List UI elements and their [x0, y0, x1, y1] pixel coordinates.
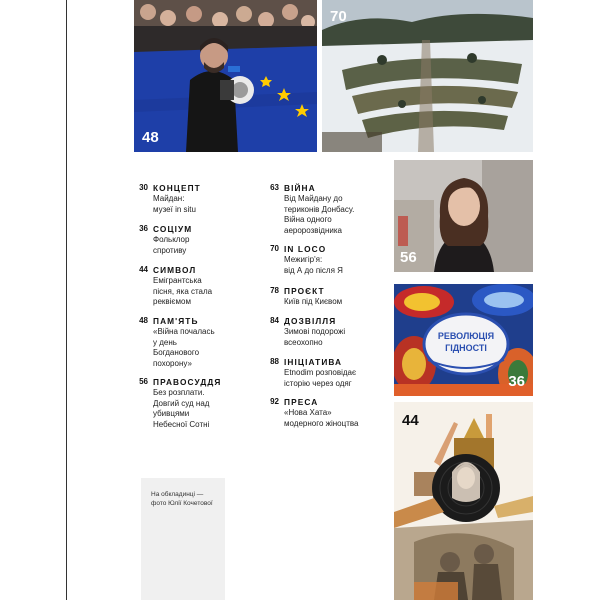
toc-section-title: ПРЕСА: [284, 397, 319, 407]
photo-page-number: 56: [400, 249, 417, 266]
toc-section-title: СИМВОЛ: [153, 265, 197, 275]
toc-section-title: ПАМ'ЯТЬ: [153, 316, 199, 326]
toc-section-title: ПРОЄКТ: [284, 286, 325, 296]
photo-painted-eggs: [394, 284, 533, 396]
toc-entry[interactable]: [134, 316, 252, 369]
collage-illustration: [394, 402, 533, 600]
toc-entry[interactable]: [265, 244, 383, 276]
toc-entry[interactable]: [265, 357, 383, 389]
toc-page-number: 92: [270, 397, 279, 406]
page-fold-line: [66, 0, 67, 600]
toc-page-number: 84: [270, 316, 279, 325]
toc-page-number: 30: [139, 183, 148, 192]
toc-description: «Війна почалась у день Богданового похорону»: [153, 327, 215, 368]
toc-entry[interactable]: [265, 397, 383, 429]
toc-entry[interactable]: [134, 377, 252, 430]
toc-entry[interactable]: [134, 265, 252, 308]
photo-protest-eu-flag: [134, 0, 317, 152]
toc-page-number: 78: [270, 286, 279, 295]
toc-section-title: ІНІЦІАТИВА: [284, 357, 343, 367]
toc-page-number: 48: [139, 316, 148, 325]
photo-collage-vinyl: [394, 402, 533, 600]
toc-description: Зимові подорожі всеохопно: [284, 327, 346, 347]
egg-text-line-2: ГІДНОСТІ: [445, 343, 487, 353]
toc-section-title: IN LOCO: [284, 244, 327, 254]
toc-section-title: ДОЗВІЛЛЯ: [284, 316, 337, 326]
photo-portrait-woman: [394, 160, 533, 272]
toc-entry[interactable]: [134, 224, 252, 256]
toc-section-title: ВІЙНА: [284, 183, 316, 193]
toc-description: «Нова Хата» модерного жіноцтва: [284, 408, 359, 428]
egg-text-line-1: РЕВОЛЮЦІЯ: [437, 331, 495, 341]
cover-credit-box: [141, 478, 225, 600]
toc-entry[interactable]: [265, 286, 383, 308]
toc-description: Від Майдану до териконів Донбасу. Війна одного аеророзвідника: [284, 194, 355, 235]
toc-page-number: 88: [270, 357, 279, 366]
toc-entry[interactable]: [265, 183, 383, 236]
toc-description: Майдан: музеї in situ: [153, 194, 196, 214]
toc-entry[interactable]: [134, 183, 252, 215]
toc-section-title: КОНЦЕПТ: [153, 183, 201, 193]
cover-credit-text: На обкладинці — фото Юлії Кочетової: [151, 491, 213, 507]
toc-description: Фольклор спротиву: [153, 235, 190, 255]
photo-snowy-estate: [322, 0, 533, 152]
photo-page-number: 36: [508, 373, 525, 390]
toc-description: Без розплати. Довгий суд над убивцями Небесної Сотні: [153, 388, 210, 429]
estate-illustration: [322, 0, 533, 152]
toc-section-title: ПРАВОСУДДЯ: [153, 377, 222, 387]
toc-page-number: 56: [139, 377, 148, 386]
toc-entry[interactable]: [265, 316, 383, 348]
photo-page-number: 48: [142, 129, 159, 146]
toc-page-number: 44: [139, 265, 148, 274]
toc-page-number: 70: [270, 244, 279, 253]
toc-description: Київ під Києвом: [284, 297, 343, 306]
toc-page-number: 63: [270, 183, 279, 192]
photo-page-number: 44: [402, 412, 419, 429]
toc-description: Etnodim розповідає історію через одяг: [284, 368, 357, 388]
toc-description: Межигір'я: від А до після Я: [284, 255, 343, 275]
toc-page-number: 36: [139, 224, 148, 233]
photo-page-number: 70: [330, 8, 347, 25]
toc-description: Емігрантська пісня, яка стала реквіємом: [153, 276, 213, 306]
toc-section-title: СОЦІУМ: [153, 224, 193, 234]
protest-illustration: [134, 0, 317, 152]
